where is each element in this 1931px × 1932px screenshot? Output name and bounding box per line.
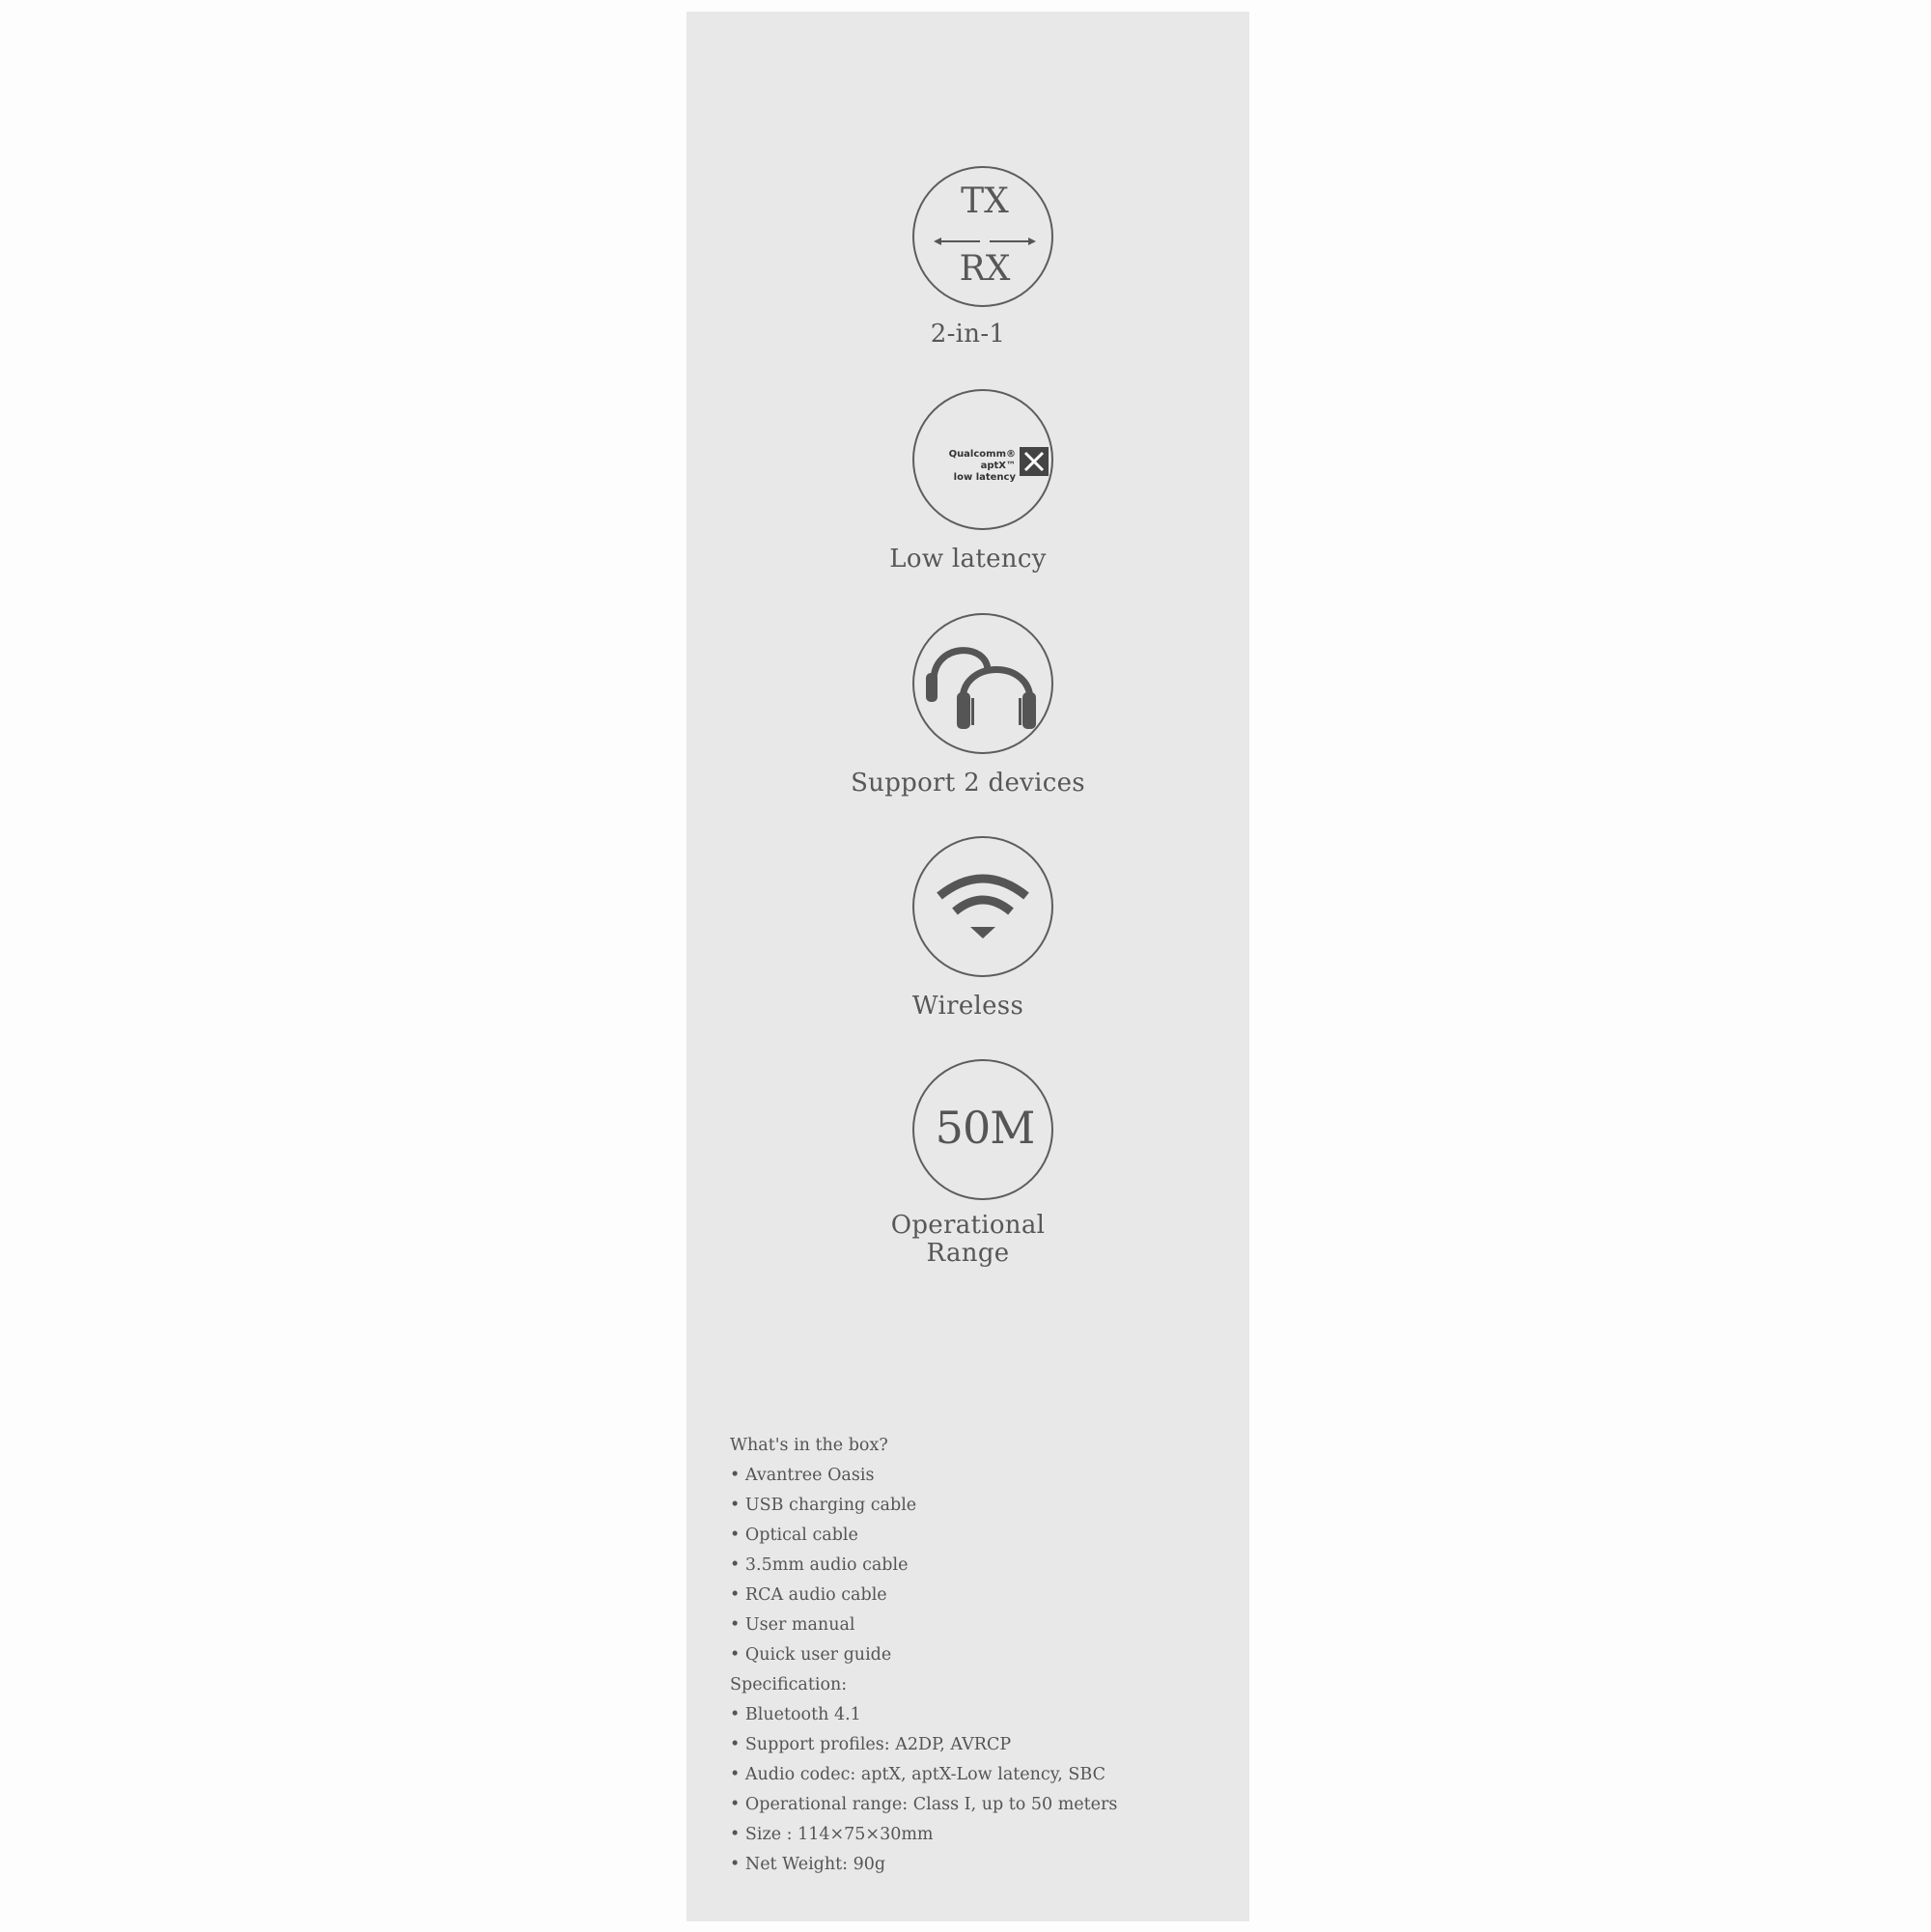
feature-label: Low latency [889, 545, 1047, 574]
list-item: • Audio codec: aptX, aptX-Low latency, SBC [730, 1760, 1232, 1790]
tx-rx-icon [912, 166, 1053, 307]
list-item: • Support profiles: A2DP, AVRCP [730, 1730, 1232, 1760]
wifi-icon [912, 836, 1053, 977]
aptx-x-mark-icon [1020, 447, 1049, 476]
rx-label: RX [959, 249, 1011, 289]
list-item: • 3.5mm audio cable [730, 1551, 1232, 1581]
list-item: • Avantree Oasis [730, 1461, 1232, 1491]
headphones-icon [912, 613, 1053, 754]
list-item: • Bluetooth 4.1 [730, 1700, 1232, 1730]
feature-label: Support 2 devices [851, 769, 1085, 798]
list-item: • User manual [730, 1610, 1232, 1640]
box-contents-list [730, 1461, 1232, 1670]
feature-label: 2-in-1 [930, 320, 1006, 349]
tx-label: TX [961, 182, 1009, 221]
feature-label: Operational Range [890, 1211, 1046, 1268]
list-item: • Net Weight: 90g [730, 1850, 1232, 1880]
aptx-logo-text: Qualcomm® aptX™ low latency [948, 449, 1016, 483]
list-item: • Operational range: Class I, up to 50 meters [730, 1790, 1232, 1820]
list-item: • USB charging cable [730, 1491, 1232, 1521]
product-info-panel [686, 12, 1249, 1921]
aptx-low-latency-logo [912, 389, 1053, 530]
list-item: • Size : 114×75×30mm [730, 1820, 1232, 1850]
list-item: • Optical cable [730, 1521, 1232, 1551]
list-item: • Quick user guide [730, 1640, 1232, 1670]
specification-heading: Specification: [730, 1675, 848, 1694]
box-contents-heading: What's in the box? [730, 1436, 888, 1455]
arrows-icon [934, 236, 1036, 247]
specification-list [730, 1700, 1232, 1880]
list-item: • RCA audio cable [730, 1581, 1232, 1610]
range-icon [912, 1059, 1053, 1200]
range-value: 50M [935, 1102, 1035, 1154]
product-details [730, 1431, 1232, 1880]
feature-label: Wireless [911, 992, 1024, 1021]
